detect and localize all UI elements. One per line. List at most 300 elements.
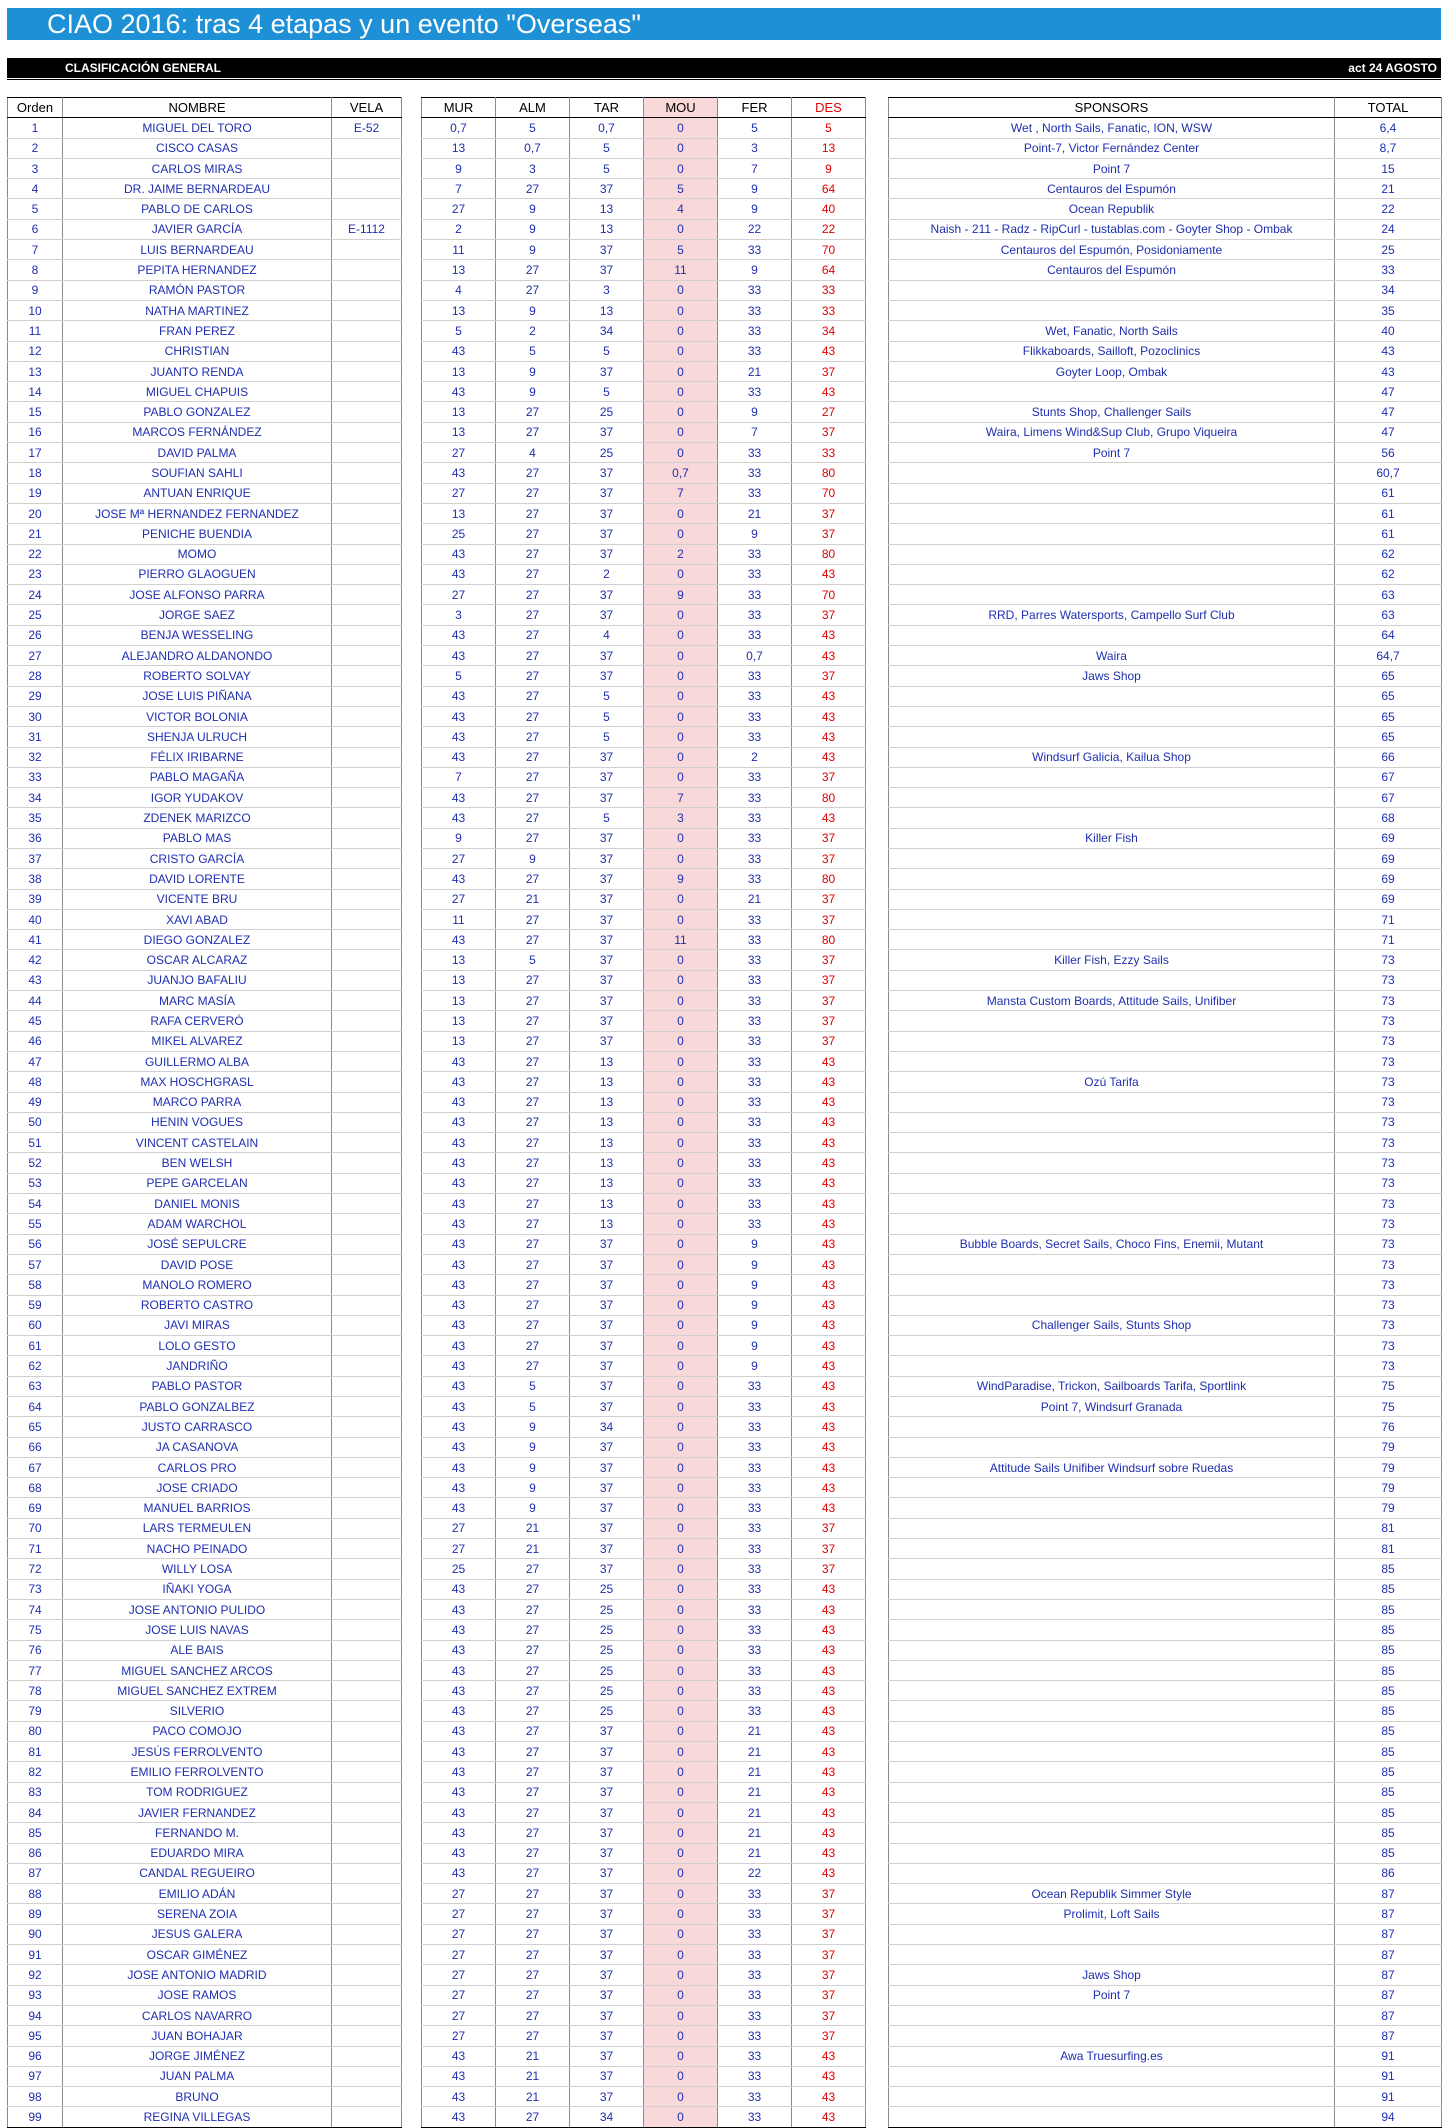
cell-fer: 33 <box>718 1945 792 1965</box>
table-row <box>422 1011 866 1031</box>
cell-orden: 61 <box>8 1336 63 1356</box>
cell-tar: 25 <box>570 402 644 422</box>
cell-sponsors <box>889 2066 1335 2086</box>
cell-des: 37 <box>792 848 866 868</box>
table-row <box>8 158 402 178</box>
cell-mur: 13 <box>422 970 496 990</box>
cell-tar: 37 <box>570 422 644 442</box>
cell-total: 22 <box>1335 199 1442 219</box>
cell-mur: 43 <box>422 1782 496 1802</box>
cell-des: 27 <box>792 402 866 422</box>
cell-alm: 21 <box>496 2066 570 2086</box>
cell-alm: 27 <box>496 1599 570 1619</box>
table-row <box>422 970 866 990</box>
table-row <box>8 1985 402 2005</box>
table-row <box>422 1356 866 1376</box>
cell-nombre: JUANJO BAFALIU <box>63 970 332 990</box>
cell-mou: 0 <box>644 2026 718 2046</box>
cell-nombre: BRUNO <box>63 2087 332 2107</box>
table-row <box>8 1153 402 1173</box>
table-row <box>889 199 1442 219</box>
table-row <box>422 1072 866 1092</box>
cell-orden: 40 <box>8 909 63 929</box>
cell-mur: 43 <box>422 1295 496 1315</box>
cell-sponsors <box>889 1153 1335 1173</box>
table-row <box>422 1173 866 1193</box>
cell-mur: 43 <box>422 788 496 808</box>
cell-fer: 33 <box>718 727 792 747</box>
cell-des: 37 <box>792 605 866 625</box>
table-row <box>8 564 402 584</box>
cell-alm: 27 <box>496 646 570 666</box>
cell-total: 87 <box>1335 2026 1442 2046</box>
table-row <box>422 1315 866 1335</box>
col-orden: Orden <box>8 98 63 118</box>
cell-mur: 43 <box>422 1072 496 1092</box>
cell-des: 5 <box>792 118 866 138</box>
cell-tar: 37 <box>570 1539 644 1559</box>
cell-mou: 0 <box>644 2046 718 2066</box>
table-row <box>8 402 402 422</box>
table-row <box>8 1539 402 1559</box>
cell-alm: 27 <box>496 524 570 544</box>
cell-tar: 37 <box>570 1843 644 1863</box>
cell-mou: 0 <box>644 2107 718 2127</box>
cell-mur: 43 <box>422 1092 496 1112</box>
cell-total: 79 <box>1335 1437 1442 1457</box>
cell-des: 43 <box>792 1823 866 1843</box>
cell-nombre: PABLO GONZALEZ <box>63 402 332 422</box>
cell-des: 37 <box>792 524 866 544</box>
table-row <box>889 848 1442 868</box>
cell-vela <box>332 1660 402 1680</box>
cell-total: 73 <box>1335 1133 1442 1153</box>
cell-total: 62 <box>1335 544 1442 564</box>
table-row <box>8 1498 402 1518</box>
cell-fer: 33 <box>718 950 792 970</box>
cell-nombre: CARLOS PRO <box>63 1457 332 1477</box>
cell-alm: 9 <box>496 1437 570 1457</box>
cell-mur: 13 <box>422 361 496 381</box>
cell-total: 47 <box>1335 422 1442 442</box>
cell-vela <box>332 605 402 625</box>
table-row <box>422 2107 866 2127</box>
cell-orden: 56 <box>8 1234 63 1254</box>
cell-orden: 22 <box>8 544 63 564</box>
cell-orden: 41 <box>8 930 63 950</box>
cell-total: 73 <box>1335 1112 1442 1132</box>
cell-total: 56 <box>1335 443 1442 463</box>
cell-mur: 43 <box>422 1417 496 1437</box>
cell-vela <box>332 1701 402 1721</box>
cell-mou: 0 <box>644 909 718 929</box>
cell-vela <box>332 321 402 341</box>
cell-alm: 27 <box>496 1275 570 1295</box>
cell-des: 43 <box>792 1802 866 1822</box>
cell-total: 85 <box>1335 1660 1442 1680</box>
cell-mur: 43 <box>422 1376 496 1396</box>
table-row <box>422 1417 866 1437</box>
cell-tar: 37 <box>570 2005 644 2025</box>
cell-tar: 37 <box>570 1457 644 1477</box>
table-row <box>422 991 866 1011</box>
cell-total: 75 <box>1335 1397 1442 1417</box>
cell-tar: 37 <box>570 1031 644 1051</box>
cell-vela <box>332 2107 402 2127</box>
cell-fer: 33 <box>718 1417 792 1437</box>
cell-alm: 5 <box>496 118 570 138</box>
cell-alm: 27 <box>496 1701 570 1721</box>
cell-alm: 27 <box>496 1356 570 1376</box>
table-row <box>8 524 402 544</box>
cell-orden: 28 <box>8 666 63 686</box>
cell-fer: 33 <box>718 1112 792 1132</box>
cell-mur: 5 <box>422 666 496 686</box>
cell-mur: 43 <box>422 1437 496 1457</box>
cell-total: 85 <box>1335 1701 1442 1721</box>
cell-nombre: MANUEL BARRIOS <box>63 1498 332 1518</box>
cell-mou: 0 <box>644 1539 718 1559</box>
cell-total: 73 <box>1335 1072 1442 1092</box>
cell-nombre: PEPITA HERNANDEZ <box>63 260 332 280</box>
cell-orden: 25 <box>8 605 63 625</box>
cell-mou: 11 <box>644 930 718 950</box>
cell-orden: 49 <box>8 1092 63 1112</box>
cell-nombre: LARS TERMEULEN <box>63 1518 332 1538</box>
cell-mou: 0 <box>644 828 718 848</box>
table-row <box>422 483 866 503</box>
table-row <box>889 1254 1442 1274</box>
cell-mou: 0,7 <box>644 463 718 483</box>
cell-total: 73 <box>1335 1194 1442 1214</box>
cell-alm: 27 <box>496 1072 570 1092</box>
cell-total: 65 <box>1335 706 1442 726</box>
cell-nombre: NATHA MARTINEZ <box>63 300 332 320</box>
cell-mur: 27 <box>422 1924 496 1944</box>
table-row <box>422 788 866 808</box>
cell-fer: 33 <box>718 788 792 808</box>
cell-des: 43 <box>792 1153 866 1173</box>
cell-alm: 27 <box>496 260 570 280</box>
cell-tar: 37 <box>570 1985 644 2005</box>
cell-orden: 88 <box>8 1884 63 1904</box>
cell-mou: 0 <box>644 1579 718 1599</box>
cell-tar: 37 <box>570 1234 644 1254</box>
table-row <box>422 463 866 483</box>
cell-des: 43 <box>792 1782 866 1802</box>
cell-sponsors <box>889 808 1335 828</box>
table-row <box>889 1985 1442 2005</box>
cell-vela <box>332 1153 402 1173</box>
cell-fer: 33 <box>718 991 792 1011</box>
cell-tar: 13 <box>570 300 644 320</box>
cell-sponsors: Windsurf Galicia, Kailua Shop <box>889 747 1335 767</box>
cell-nombre: JOSE Mª HERNANDEZ FERNANDEZ <box>63 503 332 523</box>
cell-mou: 0 <box>644 970 718 990</box>
cell-nombre: XAVI ABAD <box>63 909 332 929</box>
cell-mur: 43 <box>422 1173 496 1193</box>
cell-nombre: PABLO PASTOR <box>63 1376 332 1396</box>
cell-orden: 72 <box>8 1559 63 1579</box>
table-row <box>422 1518 866 1538</box>
cell-mur: 43 <box>422 1478 496 1498</box>
cell-nombre: JA CASANOVA <box>63 1437 332 1457</box>
cell-vela <box>332 1721 402 1741</box>
cell-alm: 27 <box>496 402 570 422</box>
cell-mur: 43 <box>422 727 496 747</box>
cell-des: 43 <box>792 1721 866 1741</box>
cell-orden: 23 <box>8 564 63 584</box>
cell-alm: 9 <box>496 240 570 260</box>
cell-alm: 27 <box>496 1620 570 1640</box>
cell-des: 43 <box>792 1214 866 1234</box>
cell-mou: 0 <box>644 1376 718 1396</box>
cell-sponsors: Ozú Tarifa <box>889 1072 1335 1092</box>
cell-des: 43 <box>792 1457 866 1477</box>
cell-fer: 21 <box>718 1762 792 1782</box>
cell-vela <box>332 1863 402 1883</box>
cell-mur: 27 <box>422 585 496 605</box>
cell-mou: 0 <box>644 1640 718 1660</box>
cell-fer: 33 <box>718 341 792 361</box>
cell-vela <box>332 1985 402 2005</box>
cell-alm: 27 <box>496 747 570 767</box>
cell-alm: 27 <box>496 1782 570 1802</box>
cell-des: 43 <box>792 808 866 828</box>
cell-nombre: ANTUAN ENRIQUE <box>63 483 332 503</box>
cell-total: 73 <box>1335 1031 1442 1051</box>
cell-des: 37 <box>792 1559 866 1579</box>
cell-nombre: SOUFIAN SAHLI <box>63 463 332 483</box>
cell-fer: 9 <box>718 1356 792 1376</box>
cell-nombre: EDUARDO MIRA <box>63 1843 332 1863</box>
cell-nombre: FÉLIX IRIBARNE <box>63 747 332 767</box>
cell-alm: 27 <box>496 544 570 564</box>
cell-nombre: VINCENT CASTELAIN <box>63 1133 332 1153</box>
cell-des: 37 <box>792 2005 866 2025</box>
cell-sponsors <box>889 1437 1335 1457</box>
table-row <box>889 1234 1442 1254</box>
cell-alm: 9 <box>496 1498 570 1518</box>
cell-sponsors <box>889 1823 1335 1843</box>
cell-fer: 9 <box>718 199 792 219</box>
cell-vela <box>332 280 402 300</box>
cell-vela <box>332 869 402 889</box>
cell-fer: 33 <box>718 808 792 828</box>
table-row <box>8 950 402 970</box>
cell-sponsors <box>889 2005 1335 2025</box>
cell-des: 43 <box>792 1234 866 1254</box>
cell-tar: 13 <box>570 1133 644 1153</box>
cell-mur: 43 <box>422 686 496 706</box>
cell-mou: 0 <box>644 1782 718 1802</box>
cell-total: 85 <box>1335 1742 1442 1762</box>
cell-fer: 33 <box>718 483 792 503</box>
cell-tar: 37 <box>570 848 644 868</box>
cell-sponsors: Stunts Shop, Challenger Sails <box>889 402 1335 422</box>
cell-sponsors <box>889 686 1335 706</box>
cell-tar: 25 <box>570 1660 644 1680</box>
cell-total: 85 <box>1335 1559 1442 1579</box>
cell-mur: 43 <box>422 1275 496 1295</box>
cell-total: 75 <box>1335 1376 1442 1396</box>
cell-fer: 33 <box>718 909 792 929</box>
cell-alm: 27 <box>496 585 570 605</box>
cell-des: 43 <box>792 625 866 645</box>
cell-alm: 27 <box>496 869 570 889</box>
cell-fer: 21 <box>718 1802 792 1822</box>
table-row <box>422 280 866 300</box>
cell-mur: 43 <box>422 382 496 402</box>
cell-total: 87 <box>1335 1985 1442 2005</box>
table-row <box>8 341 402 361</box>
cell-alm: 27 <box>496 2005 570 2025</box>
cell-vela <box>332 1843 402 1863</box>
table-row <box>422 138 866 158</box>
table-row <box>8 706 402 726</box>
cell-tar: 37 <box>570 970 644 990</box>
cell-mou: 0 <box>644 1275 718 1295</box>
cell-fer: 21 <box>718 1742 792 1762</box>
cell-sponsors: Jaws Shop <box>889 1965 1335 1985</box>
table-row <box>889 1376 1442 1396</box>
cell-alm: 27 <box>496 909 570 929</box>
cell-tar: 5 <box>570 341 644 361</box>
cell-sponsors <box>889 585 1335 605</box>
cell-total: 69 <box>1335 869 1442 889</box>
table-row <box>889 1295 1442 1315</box>
cell-sponsors: Naish - 211 - Radz - RipCurl - tustablas.com - Goyter Shop - Ombak <box>889 219 1335 239</box>
table-row <box>8 1660 402 1680</box>
cell-nombre: DAVID LORENTE <box>63 869 332 889</box>
cell-des: 37 <box>792 1904 866 1924</box>
cell-mou: 0 <box>644 1437 718 1457</box>
cell-mur: 43 <box>422 1640 496 1660</box>
col-fer: FER <box>718 98 792 118</box>
table-row <box>8 118 402 138</box>
table-row <box>422 1843 866 1863</box>
cell-fer: 33 <box>718 828 792 848</box>
cell-mou: 0 <box>644 443 718 463</box>
cell-alm: 27 <box>496 605 570 625</box>
cell-alm: 27 <box>496 1051 570 1071</box>
cell-sponsors: Mansta Custom Boards, Attitude Sails, Unifiber <box>889 991 1335 1011</box>
cell-mou: 4 <box>644 199 718 219</box>
cell-orden: 44 <box>8 991 63 1011</box>
table-row <box>8 1559 402 1579</box>
cell-mou: 0 <box>644 1701 718 1721</box>
cell-alm: 27 <box>496 1721 570 1741</box>
cell-nombre: MARCOS FERNÁNDEZ <box>63 422 332 442</box>
cell-mou: 3 <box>644 808 718 828</box>
cell-fer: 33 <box>718 605 792 625</box>
table-row <box>889 1640 1442 1660</box>
table-row <box>8 1823 402 1843</box>
cell-vela <box>332 1376 402 1396</box>
cell-nombre: CARLOS NAVARRO <box>63 2005 332 2025</box>
table-row <box>889 889 1442 909</box>
table-row <box>8 240 402 260</box>
cell-alm: 27 <box>496 1112 570 1132</box>
cell-vela <box>332 1417 402 1437</box>
cell-tar: 37 <box>570 524 644 544</box>
table-row <box>422 1478 866 1498</box>
cell-des: 64 <box>792 179 866 199</box>
table-row <box>889 1275 1442 1295</box>
cell-mou: 0 <box>644 1315 718 1335</box>
cell-total: 85 <box>1335 1843 1442 1863</box>
cell-vela <box>332 1579 402 1599</box>
cell-mur: 27 <box>422 483 496 503</box>
cell-tar: 37 <box>570 991 644 1011</box>
table-row <box>422 605 866 625</box>
cell-orden: 77 <box>8 1660 63 1680</box>
cell-total: 87 <box>1335 1904 1442 1924</box>
cell-total: 63 <box>1335 605 1442 625</box>
cell-fer: 33 <box>718 869 792 889</box>
cell-total: 67 <box>1335 788 1442 808</box>
cell-fer: 33 <box>718 1498 792 1518</box>
table-row <box>889 1133 1442 1153</box>
cell-vela <box>332 1315 402 1335</box>
cell-sponsors <box>889 1742 1335 1762</box>
cell-des: 43 <box>792 2046 866 2066</box>
cell-nombre: VICTOR BOLONIA <box>63 706 332 726</box>
cell-tar: 37 <box>570 869 644 889</box>
table-row <box>889 1173 1442 1193</box>
cell-tar: 37 <box>570 463 644 483</box>
cell-des: 43 <box>792 646 866 666</box>
cell-mur: 43 <box>422 1133 496 1153</box>
cell-mur: 43 <box>422 1051 496 1071</box>
cell-total: 81 <box>1335 1518 1442 1538</box>
table-row <box>889 2066 1442 2086</box>
cell-des: 43 <box>792 1681 866 1701</box>
cell-vela <box>332 300 402 320</box>
table-row <box>889 1478 1442 1498</box>
cell-nombre: RAMÓN PASTOR <box>63 280 332 300</box>
cell-mou: 0 <box>644 1092 718 1112</box>
table-row <box>422 179 866 199</box>
table-row <box>8 970 402 990</box>
cell-total: 67 <box>1335 767 1442 787</box>
table-row <box>8 1884 402 1904</box>
cell-alm: 9 <box>496 300 570 320</box>
cell-mur: 27 <box>422 2005 496 2025</box>
cell-total: 64,7 <box>1335 646 1442 666</box>
cell-alm: 27 <box>496 1295 570 1315</box>
table-row <box>8 991 402 1011</box>
table-row <box>889 2005 1442 2025</box>
cell-vela <box>332 1681 402 1701</box>
cell-mur: 2 <box>422 219 496 239</box>
cell-fer: 33 <box>718 706 792 726</box>
cell-alm: 27 <box>496 1011 570 1031</box>
table-row <box>889 1498 1442 1518</box>
cell-fer: 9 <box>718 1275 792 1295</box>
table-row <box>422 199 866 219</box>
table-row <box>889 2046 1442 2066</box>
table-row <box>8 848 402 868</box>
cell-vela <box>332 1924 402 1944</box>
cell-vela <box>332 1904 402 1924</box>
cell-mou: 0 <box>644 1863 718 1883</box>
cell-mur: 43 <box>422 1681 496 1701</box>
cell-mou: 0 <box>644 280 718 300</box>
table-row <box>889 1742 1442 1762</box>
cell-des: 43 <box>792 382 866 402</box>
cell-tar: 37 <box>570 2026 644 2046</box>
